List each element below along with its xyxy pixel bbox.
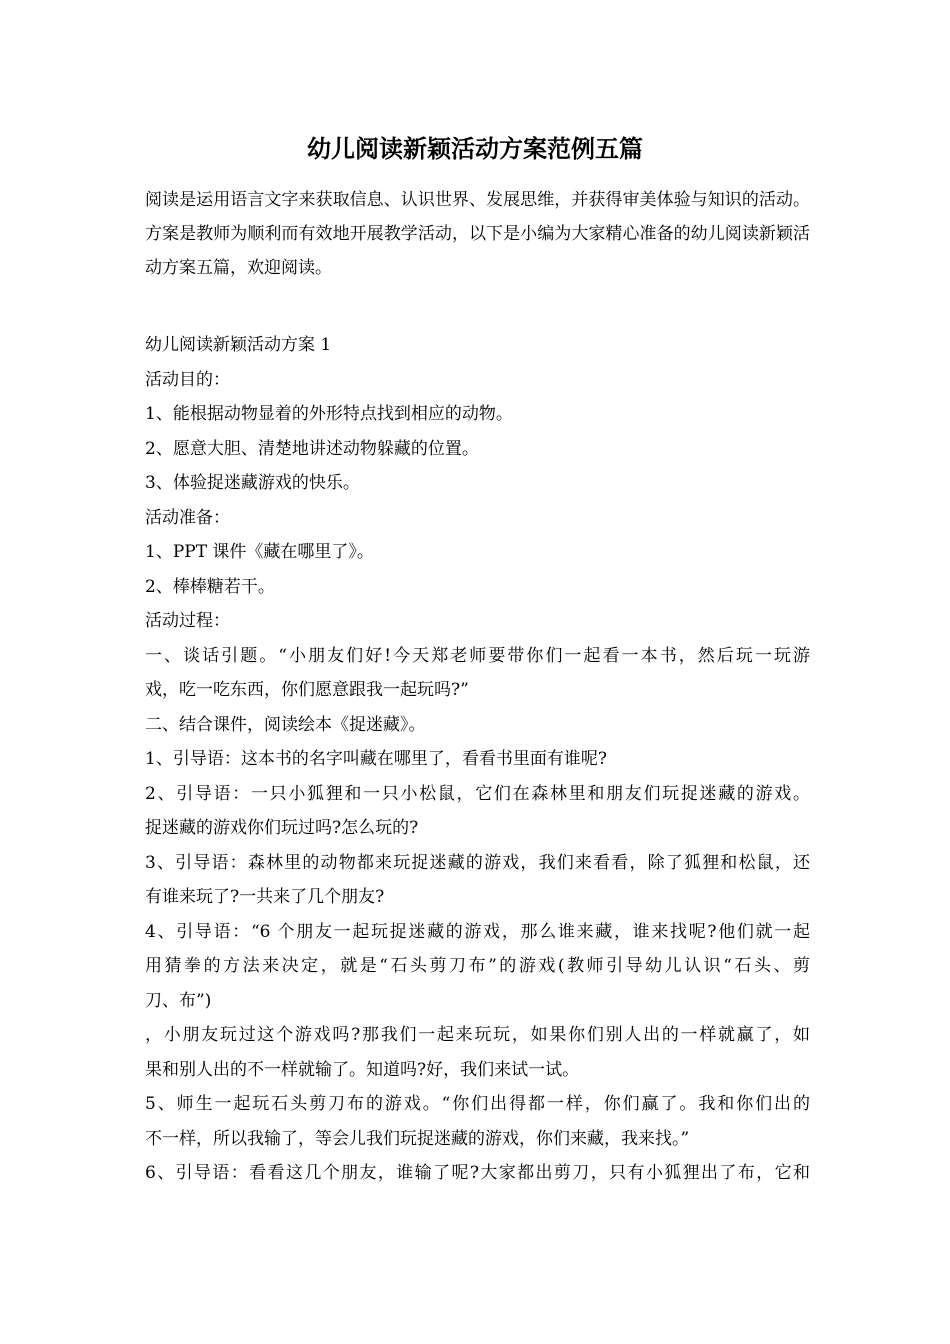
document-body [145,328,810,1191]
body-line: 活动准备： [145,507,230,528]
body-line: 有谁来玩了?一共来了几个朋友? [145,887,385,907]
body-line: 4、引导语：“6 个朋友一起玩捉迷藏的游戏，那么谁来藏，谁来找呢?他们就一起 [145,921,810,942]
intro-paragraph: 阅读是运用语言文字来获取信息、认识世界、发展思维，并获得审美体验与知识的活动。方案是教师为顺利而有效地开展教学活动，以下是小编为大家精心准备的幼儿阅读新颖活动方案五篇，欢迎阅读。 [145,190,810,278]
body-line: 不一样，所以我输了，等会儿我们玩捉迷藏的游戏，你们来藏，我来找。” [145,1128,690,1149]
body-line: 6、引导语：看看这几个朋友，谁输了呢?大家都出剪刀，只有小狐狸出了布，它和 [145,1163,810,1183]
body-line: 幼儿阅读新颖活动方案 1 [145,335,332,355]
body-line: 3、引导语：森林里的动物都来玩捉迷藏的游戏，我们来看看，除了狐狸和松鼠，还 [145,852,810,873]
body-line: 活动过程： [145,611,230,631]
body-line: 捉迷藏的游戏你们玩过吗?怎么玩的? [145,818,419,838]
body-line: 2、愿意大胆、清楚地讲述动物躲藏的位置。 [145,438,479,459]
body-line: 果和别人出的不一样就输了。知道吗?好，我们来试一试。 [145,1059,580,1080]
body-line: 1、引导语：这本书的名字叫藏在哪里了，看看书里面有谁呢? [145,749,607,769]
body-line: 1、能根据动物显着的外形特点找到相应的动物。 [145,404,513,424]
body-line: 5、师生一起玩石头剪刀布的游戏。“你们出得都一样，你们赢了。我和你们出的 [145,1094,810,1114]
body-line: ，小朋友玩过这个游戏吗?那我们一起来玩玩，如果你们别人出的一样就赢了，如 [145,1025,810,1045]
body-line: 刀、布”) [145,990,212,1011]
body-line: 用猜拳的方法来决定，就是“石头剪刀布”的游戏(教师引导幼儿认识“石头、剪 [145,956,810,976]
body-line: 1、PPT 课件《藏在哪里了》。 [145,542,374,562]
body-line: 二、结合课件，阅读绘本《捉迷藏》。 [145,714,426,735]
body-line: 2、引导语：一只小狐狸和一只小松鼠，它们在森林里和朋友们玩捉迷藏的游戏。 [145,783,810,804]
body-line: 3、体验捉迷藏游戏的快乐。 [145,473,360,493]
body-line: 一、谈话引题。“小朋友们好!今天郑老师要带你们一起看一本书，然后玩一玩游 [145,645,810,666]
document-title: 幼儿阅读新颖活动方案范例五篇 [307,134,643,163]
body-line: 2、棒棒糖若干。 [145,576,275,597]
body-line: 戏，吃一吃东西，你们愿意跟我一起玩吗?” [145,680,469,700]
body-line: 活动目的： [145,369,230,390]
